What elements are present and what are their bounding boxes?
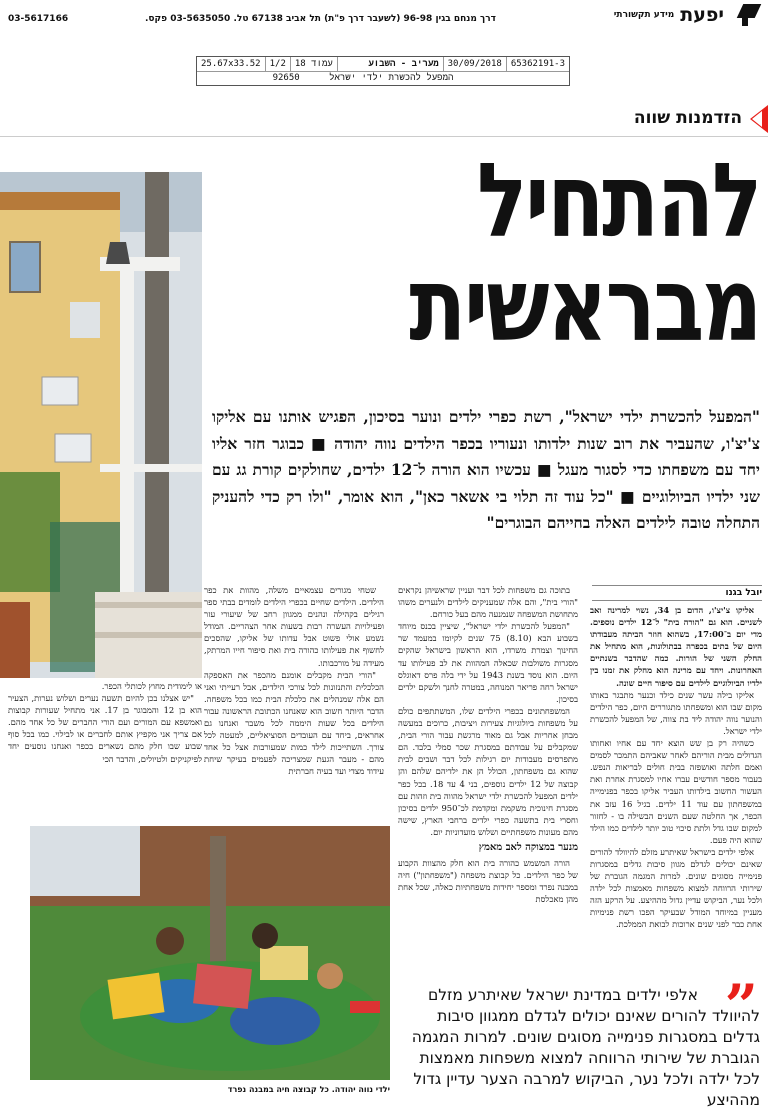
body-paragraph: או לימודית מחוץ לכותלי הכפר. (101, 681, 202, 691)
body-paragraph: אליקו בילה עשר שנים כילד וכנער מתבגר באותו מקום שבו הוא ומשפחתו מתגוררים היום, כפר הילדים והנוער נווה יהודה ליד בת צווה, של המפעל להכשרת ילדי ישראל. (590, 689, 762, 736)
section-header (0, 102, 768, 137)
brand-logo (614, 2, 760, 28)
contact-address: דרך מנחם בגין 96-98 (לשעבר דרך פ"ת) תל אביב 67138 טל. 03-5635050 פקס. (145, 14, 496, 24)
clip-subject-row (197, 72, 569, 84)
children-reading-photo-image (30, 826, 390, 1080)
pull-quote-text: אלפי ילדים במדינת ישראל שאיתרע מזלם להיוולד להורים שאינם יכולים לגדלם ממגוון סיבות גדלים במסגרות פנימייה מסוגים שונים. למרות המגמה הגוברת של שירותי הרווחה למצוא משפחות מאמצות לכל ילדה ולכל נער, הביקוש למרבה הצער עדיין גדול מההיצע (411, 986, 760, 1109)
body-paragraph: "יש אצלנו בכן להיום תשעה נערים ושלוש נערות, הצעיר הוא בן 12 והמבוגר בן 17. אני מתחיל שעורות קבוצות ואמשפא עם המורים ועם הורי החברים של כל אחד מהם. אם צריך אני מקפיץ אותם לחברים או לבילוי. כמו בכל סוף שבוע שבו חלק מהם נשארים בכפר ואנחנו נוסעים יחד לפיקניקים ולטיולים, והדבר הכי (8, 693, 203, 764)
clip-size: 25.67x33.52 (201, 59, 261, 69)
brand-name: יפעת (680, 4, 724, 26)
body-column-2 (398, 584, 578, 905)
article-byline: יובל בגנו (592, 585, 762, 601)
headline-line-2: מבראשית (409, 246, 760, 365)
clipping-header (0, 0, 768, 34)
body-column-3 (204, 584, 384, 778)
body-paragraph: המשפחתונים בכפרי הילדים שלו, המשתתפים כולם על משפחות ביולוגיות צעירות ויציבות, כרוכים במעשה מבחן אחריות אבל גם מאוד מרגשת עבור הורי הבית, שמקבלים על עבודתם במסגרת שכר סמלי בלבד. הם מתפרסים מעבודות יום רגילות לכל דבר ושבים לבית שהוא גם משפחתון, הכולל הן את ילדיהם שלהם והן קבוצה של 12 ילדים נוספים, בני 4 עד 18. בכל כפר ילדים המפעל להכשרת ילדי ישראל מהווה בית וזהות עם מסגרת חינוכית משקמת ומקדמת לכ־950 ילדים בסיכון וחסרי בית בתשעה כפרי ילדים ברחבי הארץ, שישה מהם מעונות משפחתיים ושלוש מועדוניות יום. (398, 705, 578, 837)
body-paragraph: אליקו צ'יצ'ו, הדום בן 34, נשוי למרינה ואב לשניים. הוא גם "הורה בית" ל־12 ילדים נוספים. מדי יום ב־17:00, בשהוא חוזר הביתה מעבודתו היום של בתים בכפרה בבתולונות, הוא מתחיל את החלק השני של הורות. כמה שהדבר בשנתיים האחרונות. ויחד עם מרינה הוא מחלק את זמנו בין ילדיו הביולוגיים לילדים עם סיפור חיים שונה. (590, 605, 763, 688)
clip-publication: מעריב - השבוע (337, 57, 443, 71)
body-paragraph: אלפי ילדים בישראל שאיתרע מזלם להיוולד להורים שאינם יכולים לגדלם מגוון סיבות גדלים במסגרות פנימייה מסוגים שונים. למרות המגמה הגוברת של שירותי הרווחה למצוא משפחות מאמצות לכל ילדה ולכל נער, הביקוש עדיין גדול מההיצע. על הרקע הזה מעניין במיוחד המודל שבעיקר הפכו רשת פנימיות אחת כבר לפני שנים ארוכות לבואת הממלכת. (590, 846, 762, 930)
body-column-1 (590, 604, 762, 931)
contact-fax: 03-5617166 (8, 14, 69, 24)
quote-mark-icon: ” (724, 972, 758, 1040)
body-paragraph: בתוכה גם משפחות לכל דבר ועניין שראשיהן נקראים "הורי בית", והם אלה שמעניקים לילדים ולנערים משהו מתחושת המשפחה שנמנעה מהם בעל כורחם. (398, 585, 578, 620)
body-paragraph: כשהיה רק בן שש הוצא יחד עם אחיו ואחותו הגדולים מבית הוריהם לאחר שאביהם התמכר לסמים ואמם חלתה ואושפזה בבית חולים לבריאות הנפש. בעבור מספר חודשים עברו אחיו למסגרת אחרת ואת העשור החשוב בילדותו העביר אליקו בכפר בפנימייה במשפחתון עם עוד 11 ילדים. בגיל 16 עזב את הכפר, אך החלטה שעם השנים הבשילה בו - לחזור למקום שבו גדל ולתת סיכוי טוב יותר לילדים כמו הילד שהוא היה פעם. (590, 738, 762, 845)
article-intro: "המפעל להכשרת ילדי ישראל", רשת כפרי ילדים ונוער בסיכון, הפגיש אותנו עם אליקו צ'יצ'ו, שהעביר את רוב שנות ילדותו ונעוריו בכפר הילדים נווה יהודה ■ כבוגר חזר אליו יחד עם משפחתו כדי לסגור מעגל ■ עכשיו הוא הורה ל־12 ילדים, שחולקים קורת גג עם שני ילדיו הביולוגיים ■ "כל עוד זה תלוי בי אשאר כאן", הוא אומר, "ולו רק כדי להעניק התחלה טובה לילדים האלה בחייהם הבוגרים" (212, 407, 760, 532)
building-photo (0, 172, 202, 678)
clip-info-row (197, 57, 569, 72)
body-paragraph: "הורי הבית מקבלים אומנם מהכפר את האספקה הכלכלית והתנזונות לכל צורכי הילדים, אבל רעייתי ואני הם אלה שמנהלים את כלכלת הבית כמו בכל משפחה. הדבר היותר חשוב הוא שאנחנו הכתובת הראשונה עבור הילדים בכל שעות היממה לכל משבר ואנחנו גם אחראים, ביחד עם העובדים הסוציאליים, למעטה לכל צורך. השתייכות לילד כמות שמעורבות אצל כל אחד מהם - מעבר הגעת שמצריכה לפעמים בעיקר שיחת עידוד מצדי ועד בעיה חברתית (204, 669, 384, 777)
clip-code: 65362191-3 (506, 57, 569, 71)
body-paragraph: "המפעל להכשרת ילדי ישראל", שיציין בכנס מיוחד בשבוע הבא (8.10) 75 שנים לקיומו במעמד שר החינוך וצמרת משרדו, הוא הראשון בישראל שהקים מסגרות משולבות שכאלה המהוות את לב פעילותו עד היום. הוא נוסד בשנת 1943 על ידי בלה פרס דאוגלס ישראל רחה פריאר המנוחה, במטרה לחנך ולשקם ילדים בסיכון. (398, 621, 578, 704)
clip-fraction: 1/2 (265, 57, 290, 71)
building-photo-image (0, 172, 202, 678)
body-paragraph: הורה המשמש כהורה בית הוא חלק מהצוות הקבוע של כפר הילדים. כל קבוצת משפחה ("משפחתון") חיה במבנה נפרד ומספר יחידות משפחתיות כאלה, שכל אחת מהן מאכלסת (398, 858, 578, 905)
body-column-4 (8, 680, 202, 765)
clip-subject: המפעל להכשרת ילדי ישראל (329, 73, 454, 83)
clip-page: עמוד 18 (290, 57, 337, 71)
body-subheading: מנער במצוקה לאב מאמץ (478, 841, 578, 853)
clip-info-box (196, 56, 570, 86)
clip-date: 30/09/2018 (443, 57, 506, 71)
body-paragraph: שטחי מגורים עצמאיים משלה, מהוות את כפר הילדים. הילדים שחיים בכפרי הילדים לומדים בבתי ספר רגילים בקהילה ונהנים ממגוון רחב של שיעורי עזר ופעילויות העשרה רבות בשעות אחר הצהריים. המודל נשמע אולי פשוט אבל עדותו של אליקו, שהסכים לחשוף את פעילותו כהורה בית ואת סיפור חייו המרתק, מעידה על מורכבותו. (204, 585, 384, 668)
section-label: הזדמנות שווה (633, 108, 742, 128)
clip-subject-code: 92650 (272, 73, 300, 83)
chevron-left-inner-icon (752, 111, 762, 127)
photo-caption: ילדי נווה יהודה. כל קבוצה חיה במבנה נפרד (227, 1085, 390, 1094)
brand-subtitle: מידע תקשורתי (613, 10, 675, 20)
children-reading-photo (30, 826, 390, 1080)
headline-line-1: להתחיל (476, 142, 760, 261)
yifat-logo-icon (730, 2, 760, 28)
article-headline (313, 142, 760, 365)
